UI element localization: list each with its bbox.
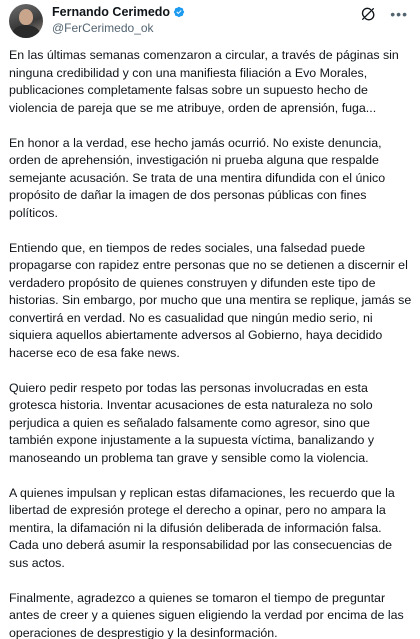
tweet-body (9, 47, 412, 639)
author-name-row (52, 4, 185, 20)
tweet-paragraph: Quiero pedir respeto por todas las personas involucradas en esta grotesca historia. Inventar acusaciones de esta naturaleza no solo perjudica a quien es señalado falsamente como agresor, sino que también expone injustamente a la supuesta víctima, banalizando y manoseando un problema tan grave y sensible como la violencia. (9, 380, 375, 465)
more-horizontal-icon[interactable]: ••• (390, 6, 408, 22)
tweet-paragraph: En las últimas semanas comenzaron a circular, a través de páginas sin ninguna credibilidad y con una manifiesta filiación a Evo Morales, publicaciones completamente falsas sobre un supuesto hecho de violencia de pareja que se me atribuye, orden de aprensión, fuga... (9, 48, 399, 115)
tweet-paragraph: Finalmente, agradezco a quienes se tomaron el tiempo de preguntar antes de creer y a quienes siguen eligiendo la verdad por encima de las operaciones de desprestigio y la desinformación. (9, 590, 404, 639)
grok-icon[interactable] (360, 6, 376, 22)
verified-badge-icon (173, 6, 185, 18)
author-name[interactable]: Fernando Cerimedo (52, 5, 171, 19)
tweet-paragraph: A quienes impulsan y replican estas difamaciones, les recuerdo que la libertad de expresión protege el derecho a opinar, pero no ampara la mentira, la difamación ni la difusión deliberada de información falsa. Cada uno deberá asumir la responsabilidad por las consecuencias de sus actos. (9, 485, 395, 570)
author-handle[interactable]: @FerCerimedo_ok (52, 21, 154, 35)
tweet-paragraph: En honor a la verdad, ese hecho jamás ocurrió. No existe denuncia, orden de aprehensión, investigación ni prueba alguna que respalde semejante acusación. Se trata de una mentira difundida con el único propósito de dañar la imagen de dos personas públicas con fines políticos. (9, 135, 386, 220)
avatar-shoulders-shape (12, 25, 40, 38)
author-block (52, 3, 185, 36)
tweet-paragraph: Entiendo que, en tiempos de redes sociales, una falsedad puede propagarse con rapidez entre personas que no se detienen a discernir el verdadero propósito de quienes construyen y difunden este tipo de historias. Sin embargo, por mucho que una mentira se replique, jamás se convertirá en verdad. No es casualidad que ningún medio serio, ni siquiera aquellos abiertamente adversos al Gobierno, haya decidido hacerse eco de esa fake news. (9, 240, 412, 360)
tweet-header (9, 0, 412, 43)
avatar-head-shape (19, 9, 33, 25)
header-actions (360, 6, 408, 22)
avatar[interactable] (9, 4, 43, 38)
